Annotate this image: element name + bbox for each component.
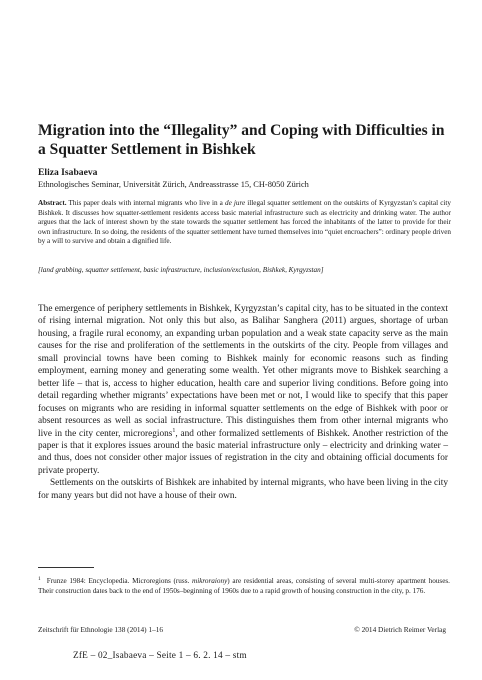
abstract [38, 199, 451, 247]
body-text [38, 303, 448, 502]
abstract-label: Abstract. [38, 199, 67, 207]
abstract-text-end: illegal squatter settlement on the outskirts of Kyrgyzstan’s capital city Bishkek. It discusses how squatter-settlement residents access basic material infrastructure such as electricity and drinking water. The author argues that the lack of interest shown by the state towards the squatter settlement has forced the inhabitants of the latter to provide for their own infrastructure. In so doing, the residents of the squatter settlement have turned themselves into “quiet encroachers”: ordinary people driven by a will to survive and obtain a dignified life. [38, 199, 451, 245]
publisher-copyright: © 2014 Dietrich Reimer Verlag [354, 625, 446, 634]
footnote-italic-term: mikroraiony [192, 577, 228, 585]
footnote-number: 1 [38, 575, 41, 582]
journal-reference: Zeitschrift für Ethnologie 138 (2014) 1–16 [38, 625, 164, 634]
body-paragraph-2: Settlements on the outskirts of Bishkek are inhabited by internal migrants, who have been living in the city for many years but did not have a house of their own. [38, 478, 448, 501]
article-title: Migration into the “Illegality” and Coping with Difficulties in a Squatter Settlement in Bishkek [38, 122, 445, 158]
print-slug: ZfE – 02_Isabaeva – Seite 1 – 6. 2. 14 – stm [73, 651, 247, 661]
footnote-reference[interactable]: 1 [172, 427, 176, 434]
paragraph-1-text-b: , and other formalized settlements of Bishkek. Another restriction of the paper is that it explores issues around the basic material infrastructure only – electricity and drinking water – and thus, does not consider other major issues of registration in the city and obtaining official documents for private property. [38, 428, 448, 476]
footnote-text-end: ) are residential areas, consisting of several multi-storey apartment houses. Their construction dates back to the end of 1950s–beginning of 1960s due to a rapid growth of housing construction in the city, p. 176. [38, 577, 450, 595]
footnote [38, 576, 450, 596]
author-affiliation: Ethnologisches Seminar, Universität Zürich, Andreasstrasse 15, CH-8050 Zürich [38, 180, 309, 189]
keywords: [land grabbing, squatter settlement, basic infrastructure, inclusion/exclusion, Bishkek, Kyrgyzstan] [38, 266, 324, 274]
footnote-divider [38, 567, 94, 568]
author-name: Eliza Isabaeva [38, 167, 98, 178]
abstract-italic-term: de jure [224, 199, 246, 207]
footnote-text-start: Frunze 1984: Encyclopedia. Microregions (russ. [46, 577, 192, 585]
body-paragraph-1 [38, 303, 448, 477]
abstract-text-start: This paper deals with internal migrants who live in a [66, 199, 225, 207]
paragraph-1-text-a: The emergence of periphery settlements in Bishkek, Kyrgyzstan’s capital city, has to be situated in the context of rising internal migration. Not only this but also, as Balihar Sanghera (2011) argues, shortage of urban housing, a fragile rural economy, an expanding urban population and a weak state capacity serve as the main causes for the rise and proliferation of the settlements in the outskirts of the city. People from villages and small provincial towns have been coming to Bishkek mainly for economic reasons such as finding employment, earning money and generating some wealth. Yet other migrants move to Bishkek searching a better life – that is, access to higher education, health care and superior living conditions. Before going into detail regarding whether migrants’ expectations have been met or not, I would like to specify that this paper focuses on migrants who are residing in informal squatter settlements on the edge of Bishkek with poor or absent resources as well as social infrastructure. This distinguishes them from other internal migrants who live in the city center, microregions [38, 304, 448, 439]
